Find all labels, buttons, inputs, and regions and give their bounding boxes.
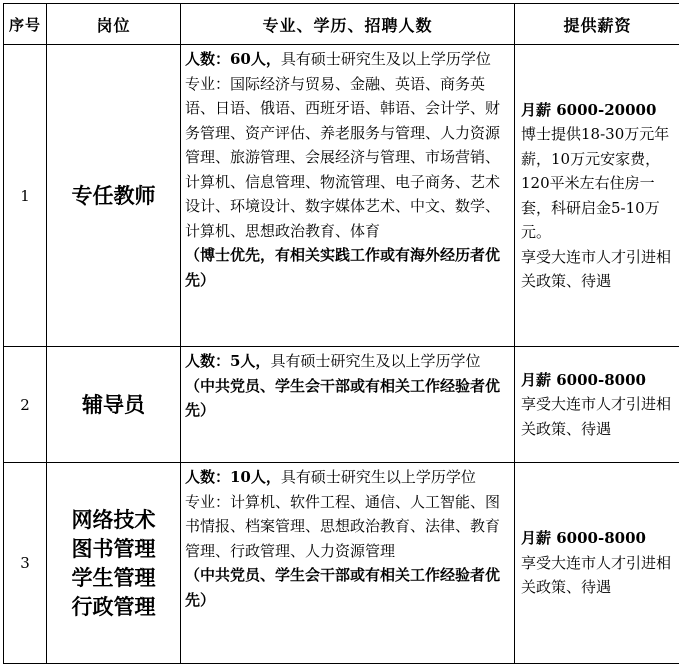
header-row — [4, 4, 679, 45]
position-name: 图书管理 — [71, 536, 156, 561]
requirements-cell — [181, 347, 515, 463]
position-cell — [47, 347, 181, 463]
position-cell — [47, 45, 181, 347]
headcount: 人数：60人， — [185, 50, 281, 68]
position-cell — [47, 463, 181, 664]
preference-note: （中共党员、学生会干部或有相关工作经验者优先） — [185, 566, 501, 609]
header-no: 序号 — [4, 4, 47, 45]
salary-policy: 享受大连市人才引进相关政策、待遇 — [521, 247, 672, 290]
header-salary: 提供薪资 — [515, 4, 679, 45]
salary-policy: 享受大连市人才引进相关政策、待遇 — [521, 395, 672, 438]
salary-detail: 博士提供18-30万元年薪，10万元安家费，120平米左右住房一套，科研启金5-10万元。 — [521, 125, 670, 241]
salary-cell — [515, 463, 679, 664]
requirements-cell — [181, 45, 515, 347]
headcount: 人数：5人， — [185, 352, 271, 370]
salary-title: 月薪 6000-8000 — [521, 529, 646, 548]
preference-note: （中共党员、学生会干部或有相关工作经验者优先） — [185, 376, 501, 419]
position-name: 辅导员 — [82, 392, 145, 417]
row-number: 3 — [4, 463, 47, 664]
preference-note: （博士优先，有相关实践工作或有海外经历者优先） — [185, 246, 501, 289]
salary-policy: 享受大连市人才引进相关政策、待遇 — [521, 553, 672, 597]
table-row — [4, 45, 679, 347]
table-row — [4, 347, 679, 463]
row-number: 1 — [4, 45, 47, 347]
position-name: 专任教师 — [71, 183, 156, 208]
requirements-cell — [181, 463, 515, 664]
major-list: 专业：国际经济与贸易、金融、英语、商务英语、日语、俄语、西班牙语、韩语、会计学、财务管理、资产评估、养老服务与管理、人力资源管理、旅游管理、会展经济与管理、市场营销、计算机、信息管理、物流管理、电子商务、艺术设计、环境设计、数字媒体艺术、中文、数学、计算机、思想政治教育、体育 — [185, 74, 501, 240]
table-row — [4, 463, 679, 664]
position-name: 行政管理 — [71, 594, 156, 619]
education-requirement: 具有硕士研究生及以上学历学位 — [270, 352, 481, 370]
major-list: 专业：计算机、软件工程、通信、人工智能、图书情报、档案管理、思想政治教育、法律、教育管理、行政管理、人力资源管理 — [185, 492, 501, 560]
headcount: 人数：10人， — [185, 468, 281, 486]
position-name: 学生管理 — [71, 565, 156, 590]
row-number: 2 — [4, 347, 47, 463]
education-requirement: 具有硕士研究生及以上学历学位 — [280, 50, 491, 68]
header-requirements: 专业、学历、招聘人数 — [181, 4, 515, 45]
position-name: 网络技术 — [71, 507, 156, 532]
header-position: 岗位 — [47, 4, 181, 45]
salary-cell — [515, 45, 679, 347]
education-requirement: 具有硕士研究生以上学历学位 — [280, 468, 476, 486]
salary-title: 月薪 6000-20000 — [521, 100, 657, 119]
salary-title: 月薪 6000-8000 — [521, 370, 646, 389]
recruitment-table — [3, 3, 679, 664]
salary-cell — [515, 347, 679, 463]
